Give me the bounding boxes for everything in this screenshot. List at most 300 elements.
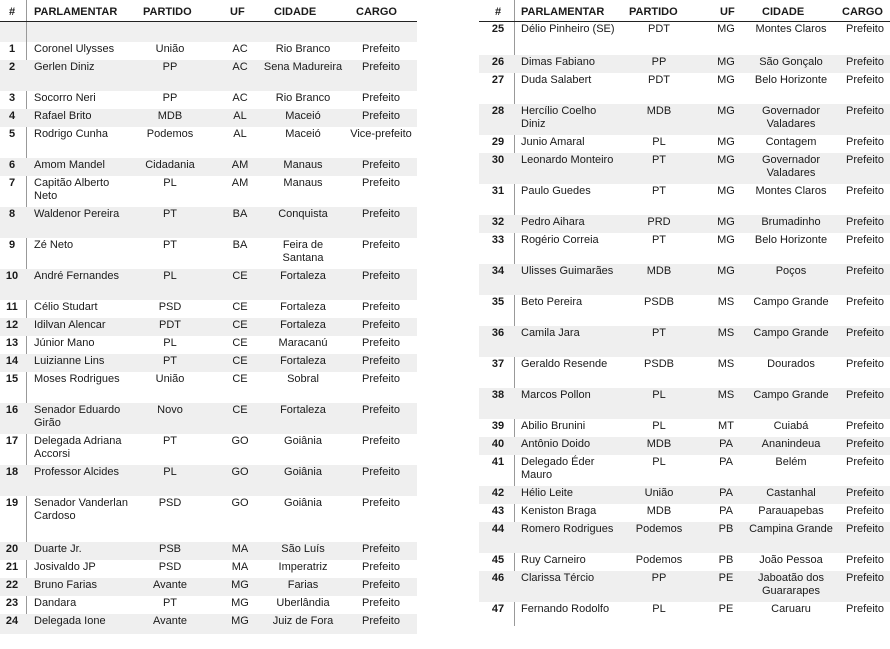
- cell-cargo: Prefeito: [362, 497, 400, 509]
- cell-cidade: Belo Horizonte: [754, 234, 828, 246]
- cell-parlamentar: Idilvan Alencar: [34, 319, 106, 331]
- cell-cidade: Sobral: [287, 373, 319, 385]
- cell-num: 27: [491, 74, 505, 86]
- cell-partido: Cidadania: [145, 159, 195, 171]
- table-header: [0, 0, 417, 22]
- cell-uf: MG: [717, 234, 735, 246]
- table-row: [0, 614, 417, 634]
- cell-partido: PL: [652, 389, 666, 401]
- cell-partido: PL: [163, 337, 177, 349]
- cell-uf: AC: [232, 61, 248, 73]
- cell-num: 40: [491, 438, 505, 450]
- cell-cidade: Farias: [287, 579, 319, 591]
- cell-parlamentar: Pedro Aihara: [521, 216, 585, 228]
- cell-partido: União: [644, 487, 674, 499]
- cell-partido: PSD: [158, 561, 182, 573]
- cell-num: 24: [5, 615, 19, 627]
- cell-uf: AL: [233, 128, 247, 140]
- cell-cargo: Prefeito: [362, 373, 400, 385]
- cell-partido: PT: [162, 239, 178, 251]
- cell-parlamentar: André Fernandes: [34, 270, 119, 282]
- cell-partido: União: [155, 43, 185, 55]
- header-uf: UF: [230, 6, 245, 18]
- cell-cargo: Prefeito: [362, 177, 400, 189]
- cell-uf: MA: [231, 543, 249, 555]
- cell-uf: AC: [232, 43, 248, 55]
- cell-cidade: Dourados: [767, 358, 815, 370]
- cell-cargo: Prefeito: [362, 435, 400, 447]
- cell-num: 18: [5, 466, 19, 478]
- cell-cargo: Prefeito: [846, 105, 884, 117]
- cell-num: 1: [8, 43, 16, 55]
- table-row: [479, 388, 890, 419]
- header-uf: UF: [720, 6, 735, 18]
- cell-uf: MG: [717, 56, 735, 68]
- cell-num: 15: [5, 373, 19, 385]
- cell-cargo: Prefeito: [846, 185, 884, 197]
- cell-uf: MA: [231, 561, 249, 573]
- cell-parlamentar: Waldenor Pereira: [34, 208, 120, 220]
- header-cargo: CARGO: [356, 6, 397, 18]
- cell-uf: PA: [719, 505, 733, 517]
- header-parlamentar: PARLAMENTAR: [521, 6, 605, 18]
- cell-partido: PT: [651, 185, 667, 197]
- cell-partido: PT: [162, 208, 178, 220]
- header-spacer-row: [0, 22, 417, 42]
- table-row: [0, 403, 417, 434]
- cell-uf: AL: [233, 110, 247, 122]
- table-row: [0, 318, 417, 336]
- cell-partido: PL: [163, 177, 177, 189]
- table-row: [479, 504, 890, 522]
- header-partido: PARTIDO: [629, 6, 678, 18]
- cell-uf: AC: [232, 92, 248, 104]
- header-cargo: CARGO: [842, 6, 883, 18]
- cell-num: 19: [5, 497, 19, 509]
- cell-parlamentar: Geraldo Resende: [521, 358, 608, 370]
- cell-parlamentar: Hercílio Coelho Diniz: [521, 105, 597, 131]
- table-row: [479, 264, 890, 295]
- cell-num: 21: [5, 561, 19, 573]
- table-row: [479, 55, 890, 73]
- cell-cargo: Prefeito: [846, 74, 884, 86]
- cell-uf: MG: [717, 185, 735, 197]
- cell-parlamentar: Dimas Fabiano: [521, 56, 595, 68]
- cell-partido: PSDB: [644, 358, 674, 370]
- cell-num: 11: [6, 301, 18, 313]
- cell-uf: AM: [231, 177, 249, 189]
- cell-cargo: Prefeito: [846, 523, 884, 535]
- cell-partido: MDB: [646, 505, 672, 517]
- cell-num: 23: [5, 597, 19, 609]
- cell-num: 45: [491, 554, 505, 566]
- cell-num: 4: [8, 110, 16, 122]
- table-row: [479, 553, 890, 571]
- table-row: [0, 496, 417, 542]
- table-row: [479, 357, 890, 388]
- cell-cargo: Prefeito: [362, 43, 400, 55]
- cell-partido: PP: [651, 572, 667, 584]
- cell-cidade: Poços: [775, 265, 807, 277]
- header-parlamentar: PARLAMENTAR: [34, 6, 118, 18]
- table-row: [479, 73, 890, 104]
- cell-parlamentar: Romero Rodrigues: [521, 523, 614, 535]
- cell-cidade: Fortaleza: [280, 301, 326, 313]
- cell-cargo: Prefeito: [362, 92, 400, 104]
- cell-cargo: Prefeito: [846, 554, 884, 566]
- table-row: [0, 578, 417, 596]
- table-body: [0, 42, 417, 634]
- cell-uf: MS: [717, 358, 735, 370]
- cell-parlamentar: Zé Neto: [34, 239, 74, 251]
- cell-num: 9: [8, 239, 16, 251]
- cell-num: 39: [491, 420, 505, 432]
- cell-uf: MS: [717, 327, 735, 339]
- cell-partido: PL: [163, 270, 177, 282]
- cell-uf: BA: [232, 208, 248, 220]
- cell-partido: PT: [651, 327, 667, 339]
- cell-partido: PDT: [648, 23, 670, 35]
- cell-partido: Podemos: [635, 523, 683, 535]
- cell-uf: CE: [232, 355, 248, 367]
- cell-num: 37: [491, 358, 505, 370]
- cell-cidade: Campo Grande: [753, 389, 829, 401]
- cell-partido: PT: [162, 597, 178, 609]
- cell-num: 6: [8, 159, 16, 171]
- cell-parlamentar: Keniston Braga: [521, 505, 597, 517]
- cell-uf: GO: [231, 435, 249, 447]
- header-cidade: CIDADE: [274, 6, 317, 18]
- cell-cargo: Prefeito: [846, 438, 884, 450]
- cell-uf: CE: [232, 373, 248, 385]
- table-row: [0, 127, 417, 158]
- cell-num: 47: [491, 603, 505, 615]
- cell-cargo: Prefeito: [362, 319, 400, 331]
- cell-parlamentar: Ulisses Guimarães: [521, 265, 614, 277]
- table-row: [479, 326, 890, 357]
- cell-partido: PL: [163, 466, 177, 478]
- cell-cargo: Prefeito: [846, 296, 884, 308]
- cell-cargo: Prefeito: [846, 265, 884, 277]
- cell-num: 34: [491, 265, 505, 277]
- cell-num: 38: [491, 389, 505, 401]
- table-row: [479, 455, 890, 486]
- cell-cargo: Prefeito: [846, 234, 884, 246]
- cell-num: 31: [491, 185, 505, 197]
- cell-partido: PSB: [158, 543, 181, 555]
- header-partido: PARTIDO: [143, 6, 192, 18]
- table-row: [0, 354, 417, 372]
- cell-num: 8: [8, 208, 16, 220]
- cell-cidade: São Luís: [281, 543, 325, 555]
- table-row: [0, 158, 417, 176]
- cell-parlamentar: Professor Alcides: [34, 466, 119, 478]
- cell-cargo: Prefeito: [362, 337, 400, 349]
- table-row: [0, 269, 417, 300]
- cell-cidade: Castanhal: [766, 487, 816, 499]
- table-row: [479, 419, 890, 437]
- table-row: [479, 295, 890, 326]
- cell-cargo: Prefeito: [846, 505, 884, 517]
- cell-cidade: Brumadinho: [761, 216, 821, 228]
- cell-cargo: Prefeito: [362, 579, 400, 591]
- cell-cargo: Prefeito: [362, 208, 400, 220]
- cell-num: 36: [491, 327, 505, 339]
- cell-cargo: Prefeito: [362, 159, 400, 171]
- cell-parlamentar: Antônio Doido: [521, 438, 591, 450]
- table-row: [0, 434, 417, 465]
- cell-num: 13: [5, 337, 19, 349]
- table-row: [0, 542, 417, 560]
- cell-num: 28: [491, 105, 505, 117]
- cell-cidade: Fortaleza: [280, 319, 326, 331]
- table-left: [0, 0, 417, 634]
- cell-parlamentar: Moses Rodrigues: [34, 373, 120, 385]
- cell-cargo: Prefeito: [846, 572, 884, 584]
- cell-partido: PSD: [158, 497, 182, 509]
- cell-cidade: Contagem: [765, 136, 817, 148]
- cell-uf: GO: [231, 497, 249, 509]
- cell-parlamentar: Coronel Ulysses: [34, 43, 115, 55]
- cell-num: 3: [8, 92, 16, 104]
- cell-cidade: Maceió: [285, 110, 321, 122]
- cell-uf: PB: [718, 523, 734, 535]
- cell-partido: MDB: [646, 438, 672, 450]
- cell-num: 25: [491, 23, 505, 35]
- cell-parlamentar: Hélio Leite: [521, 487, 573, 499]
- cell-partido: PL: [652, 136, 666, 148]
- table-row: [479, 233, 890, 264]
- cell-cidade: Campina Grande: [749, 523, 833, 535]
- cell-cargo: Prefeito: [362, 466, 400, 478]
- cell-parlamentar: Rodrigo Cunha: [34, 128, 108, 140]
- cell-cargo: Prefeito: [846, 456, 884, 468]
- cell-uf: MG: [231, 615, 249, 627]
- header-num: #: [8, 6, 16, 18]
- table-row: [0, 176, 417, 207]
- table-row: [0, 465, 417, 496]
- table-row: [479, 153, 890, 184]
- cell-uf: MG: [717, 74, 735, 86]
- cell-uf: CE: [232, 404, 248, 416]
- cell-num: 44: [491, 523, 505, 535]
- cell-partido: Avante: [152, 579, 188, 591]
- cell-cidade: Ananindeua: [761, 438, 821, 450]
- cell-partido: Podemos: [146, 128, 194, 140]
- cell-cidade: Goiânia: [284, 466, 322, 478]
- cell-cargo: Prefeito: [362, 597, 400, 609]
- table-row: [479, 22, 890, 55]
- cell-cidade: Belo Horizonte: [754, 74, 828, 86]
- cell-parlamentar: Capitão Alberto Neto: [34, 177, 110, 203]
- table-body: [479, 22, 890, 626]
- cell-uf: MG: [717, 105, 735, 117]
- cell-cargo: Prefeito: [846, 389, 884, 401]
- cell-cidade: Montes Claros: [755, 185, 827, 197]
- cell-cargo: Prefeito: [846, 487, 884, 499]
- cell-uf: CE: [232, 337, 248, 349]
- cell-num: 26: [491, 56, 505, 68]
- cell-uf: MG: [717, 136, 735, 148]
- cell-parlamentar: Delegada Adriana Accorsi: [34, 435, 122, 461]
- cell-cidade: Feira de Santana: [282, 239, 324, 265]
- cell-partido: PP: [162, 61, 178, 73]
- cell-uf: MG: [717, 154, 735, 166]
- cell-cargo: Prefeito: [362, 301, 400, 313]
- cell-cargo: Prefeito: [846, 327, 884, 339]
- header-cidade: CIDADE: [762, 6, 805, 18]
- cell-parlamentar: Delegado Éder Mauro: [521, 456, 595, 482]
- cell-parlamentar: Rafael Brito: [34, 110, 92, 122]
- cell-num: 22: [5, 579, 19, 591]
- cell-cidade: Belém: [775, 456, 807, 468]
- cell-parlamentar: Amom Mandel: [34, 159, 105, 171]
- table-row: [479, 602, 890, 626]
- cell-parlamentar: Bruno Farias: [34, 579, 97, 591]
- cell-cidade: Fortaleza: [280, 355, 326, 367]
- cell-partido: PL: [652, 603, 666, 615]
- cell-uf: PA: [719, 456, 733, 468]
- cell-partido: PP: [651, 56, 667, 68]
- cell-num: 14: [5, 355, 19, 367]
- table-row: [0, 238, 417, 269]
- cell-parlamentar: Duda Salabert: [521, 74, 592, 86]
- cell-num: 42: [491, 487, 505, 499]
- cell-cidade: Sena Madureira: [263, 61, 343, 73]
- table-row: [479, 104, 890, 135]
- cell-cidade: Governador Valadares: [761, 154, 821, 180]
- cell-cidade: Manaus: [283, 177, 323, 189]
- cell-parlamentar: Luizianne Lins: [34, 355, 105, 367]
- cell-parlamentar: Leonardo Monteiro: [521, 154, 614, 166]
- cell-parlamentar: Paulo Guedes: [521, 185, 591, 197]
- cell-parlamentar: Senador Eduardo Girão: [34, 404, 121, 430]
- cell-cidade: Campo Grande: [753, 327, 829, 339]
- cell-num: 43: [491, 505, 505, 517]
- cell-cidade: João Pessoa: [759, 554, 823, 566]
- cell-cargo: Prefeito: [362, 239, 400, 251]
- cell-cargo: Prefeito: [362, 355, 400, 367]
- cell-parlamentar: Junio Amaral: [521, 136, 585, 148]
- table-row: [479, 522, 890, 553]
- table-row: [0, 372, 417, 403]
- cell-cargo: Prefeito: [362, 543, 400, 555]
- cell-partido: PSDB: [644, 296, 674, 308]
- cell-num: 12: [5, 319, 19, 331]
- cell-parlamentar: Ruy Carneiro: [521, 554, 586, 566]
- table-row: [0, 91, 417, 109]
- cell-cargo: Prefeito: [362, 615, 400, 627]
- cell-cargo: Prefeito: [362, 404, 400, 416]
- cell-partido: PT: [162, 355, 178, 367]
- cell-num: 35: [491, 296, 505, 308]
- table-row: [479, 184, 890, 215]
- cell-num: 17: [5, 435, 19, 447]
- cell-cargo: Prefeito: [362, 110, 400, 122]
- cell-partido: MDB: [646, 265, 672, 277]
- cell-parlamentar: Délio Pinheiro (SE): [521, 23, 615, 35]
- cell-num: 41: [491, 456, 505, 468]
- cell-uf: CE: [232, 270, 248, 282]
- cell-num: 16: [5, 404, 19, 416]
- cell-partido: PT: [651, 154, 667, 166]
- cell-num: 30: [491, 154, 505, 166]
- header-num: #: [494, 6, 502, 18]
- cell-parlamentar: Célio Studart: [34, 301, 98, 313]
- cell-cargo: Prefeito: [846, 603, 884, 615]
- cell-cidade: Rio Branco: [275, 43, 331, 55]
- cell-cidade: Conquista: [278, 208, 328, 220]
- cell-uf: GO: [231, 466, 249, 478]
- cell-cargo: Prefeito: [846, 420, 884, 432]
- cell-uf: PA: [719, 438, 733, 450]
- cell-num: 29: [491, 136, 505, 148]
- cell-num: 7: [8, 177, 16, 189]
- cell-cidade: Maracanú: [278, 337, 328, 349]
- cell-partido: PT: [651, 234, 667, 246]
- cell-cidade: Uberlândia: [276, 597, 330, 609]
- cell-num: 32: [491, 216, 505, 228]
- cell-uf: MS: [717, 389, 735, 401]
- table-row: [0, 42, 417, 60]
- cell-cargo: Prefeito: [846, 358, 884, 370]
- cell-partido: Novo: [157, 404, 183, 416]
- cell-cidade: São Gonçalo: [759, 56, 823, 68]
- cell-partido: PL: [652, 456, 666, 468]
- cell-parlamentar: Júnior Mano: [34, 337, 95, 349]
- cell-cidade: Maceió: [285, 128, 321, 140]
- cell-cargo: Prefeito: [362, 561, 400, 573]
- cell-uf: MG: [717, 216, 735, 228]
- table-row: [0, 596, 417, 614]
- cell-partido: PDT: [648, 74, 670, 86]
- cell-parlamentar: Socorro Neri: [34, 92, 96, 104]
- table-row: [479, 437, 890, 455]
- cell-cargo: Prefeito: [846, 154, 884, 166]
- table-row: [479, 571, 890, 602]
- table-row: [479, 135, 890, 153]
- cell-cidade: Goiânia: [284, 497, 322, 509]
- cell-num: 20: [5, 543, 19, 555]
- cell-partido: PSD: [158, 301, 182, 313]
- cell-uf: MG: [717, 23, 735, 35]
- cell-uf: MG: [231, 579, 249, 591]
- cell-cidade: Manaus: [283, 159, 323, 171]
- cell-partido: PP: [162, 92, 178, 104]
- table-row: [0, 560, 417, 578]
- cell-parlamentar: Dandara: [34, 597, 77, 609]
- cell-partido: Podemos: [635, 554, 683, 566]
- cell-uf: PE: [718, 603, 734, 615]
- cell-parlamentar: Gerlen Diniz: [34, 61, 95, 73]
- cell-uf: PB: [718, 554, 734, 566]
- table-row: [0, 336, 417, 354]
- cell-cidade: Fortaleza: [280, 270, 326, 282]
- cell-num: 10: [5, 270, 19, 282]
- cell-uf: CE: [232, 301, 248, 313]
- table-row: [0, 60, 417, 91]
- cell-cidade: Campo Grande: [753, 296, 829, 308]
- cell-parlamentar: Delegada Ione: [34, 615, 106, 627]
- cell-cidade: Jaboatão dos Guararapes: [757, 572, 825, 598]
- cell-cidade: Montes Claros: [755, 23, 827, 35]
- table-header: [479, 0, 890, 22]
- cell-num: 2: [8, 61, 16, 73]
- table-row: [0, 300, 417, 318]
- cell-parlamentar: Rogério Correia: [521, 234, 599, 246]
- cell-cidade: Caruaru: [771, 603, 811, 615]
- cell-uf: MG: [717, 265, 735, 277]
